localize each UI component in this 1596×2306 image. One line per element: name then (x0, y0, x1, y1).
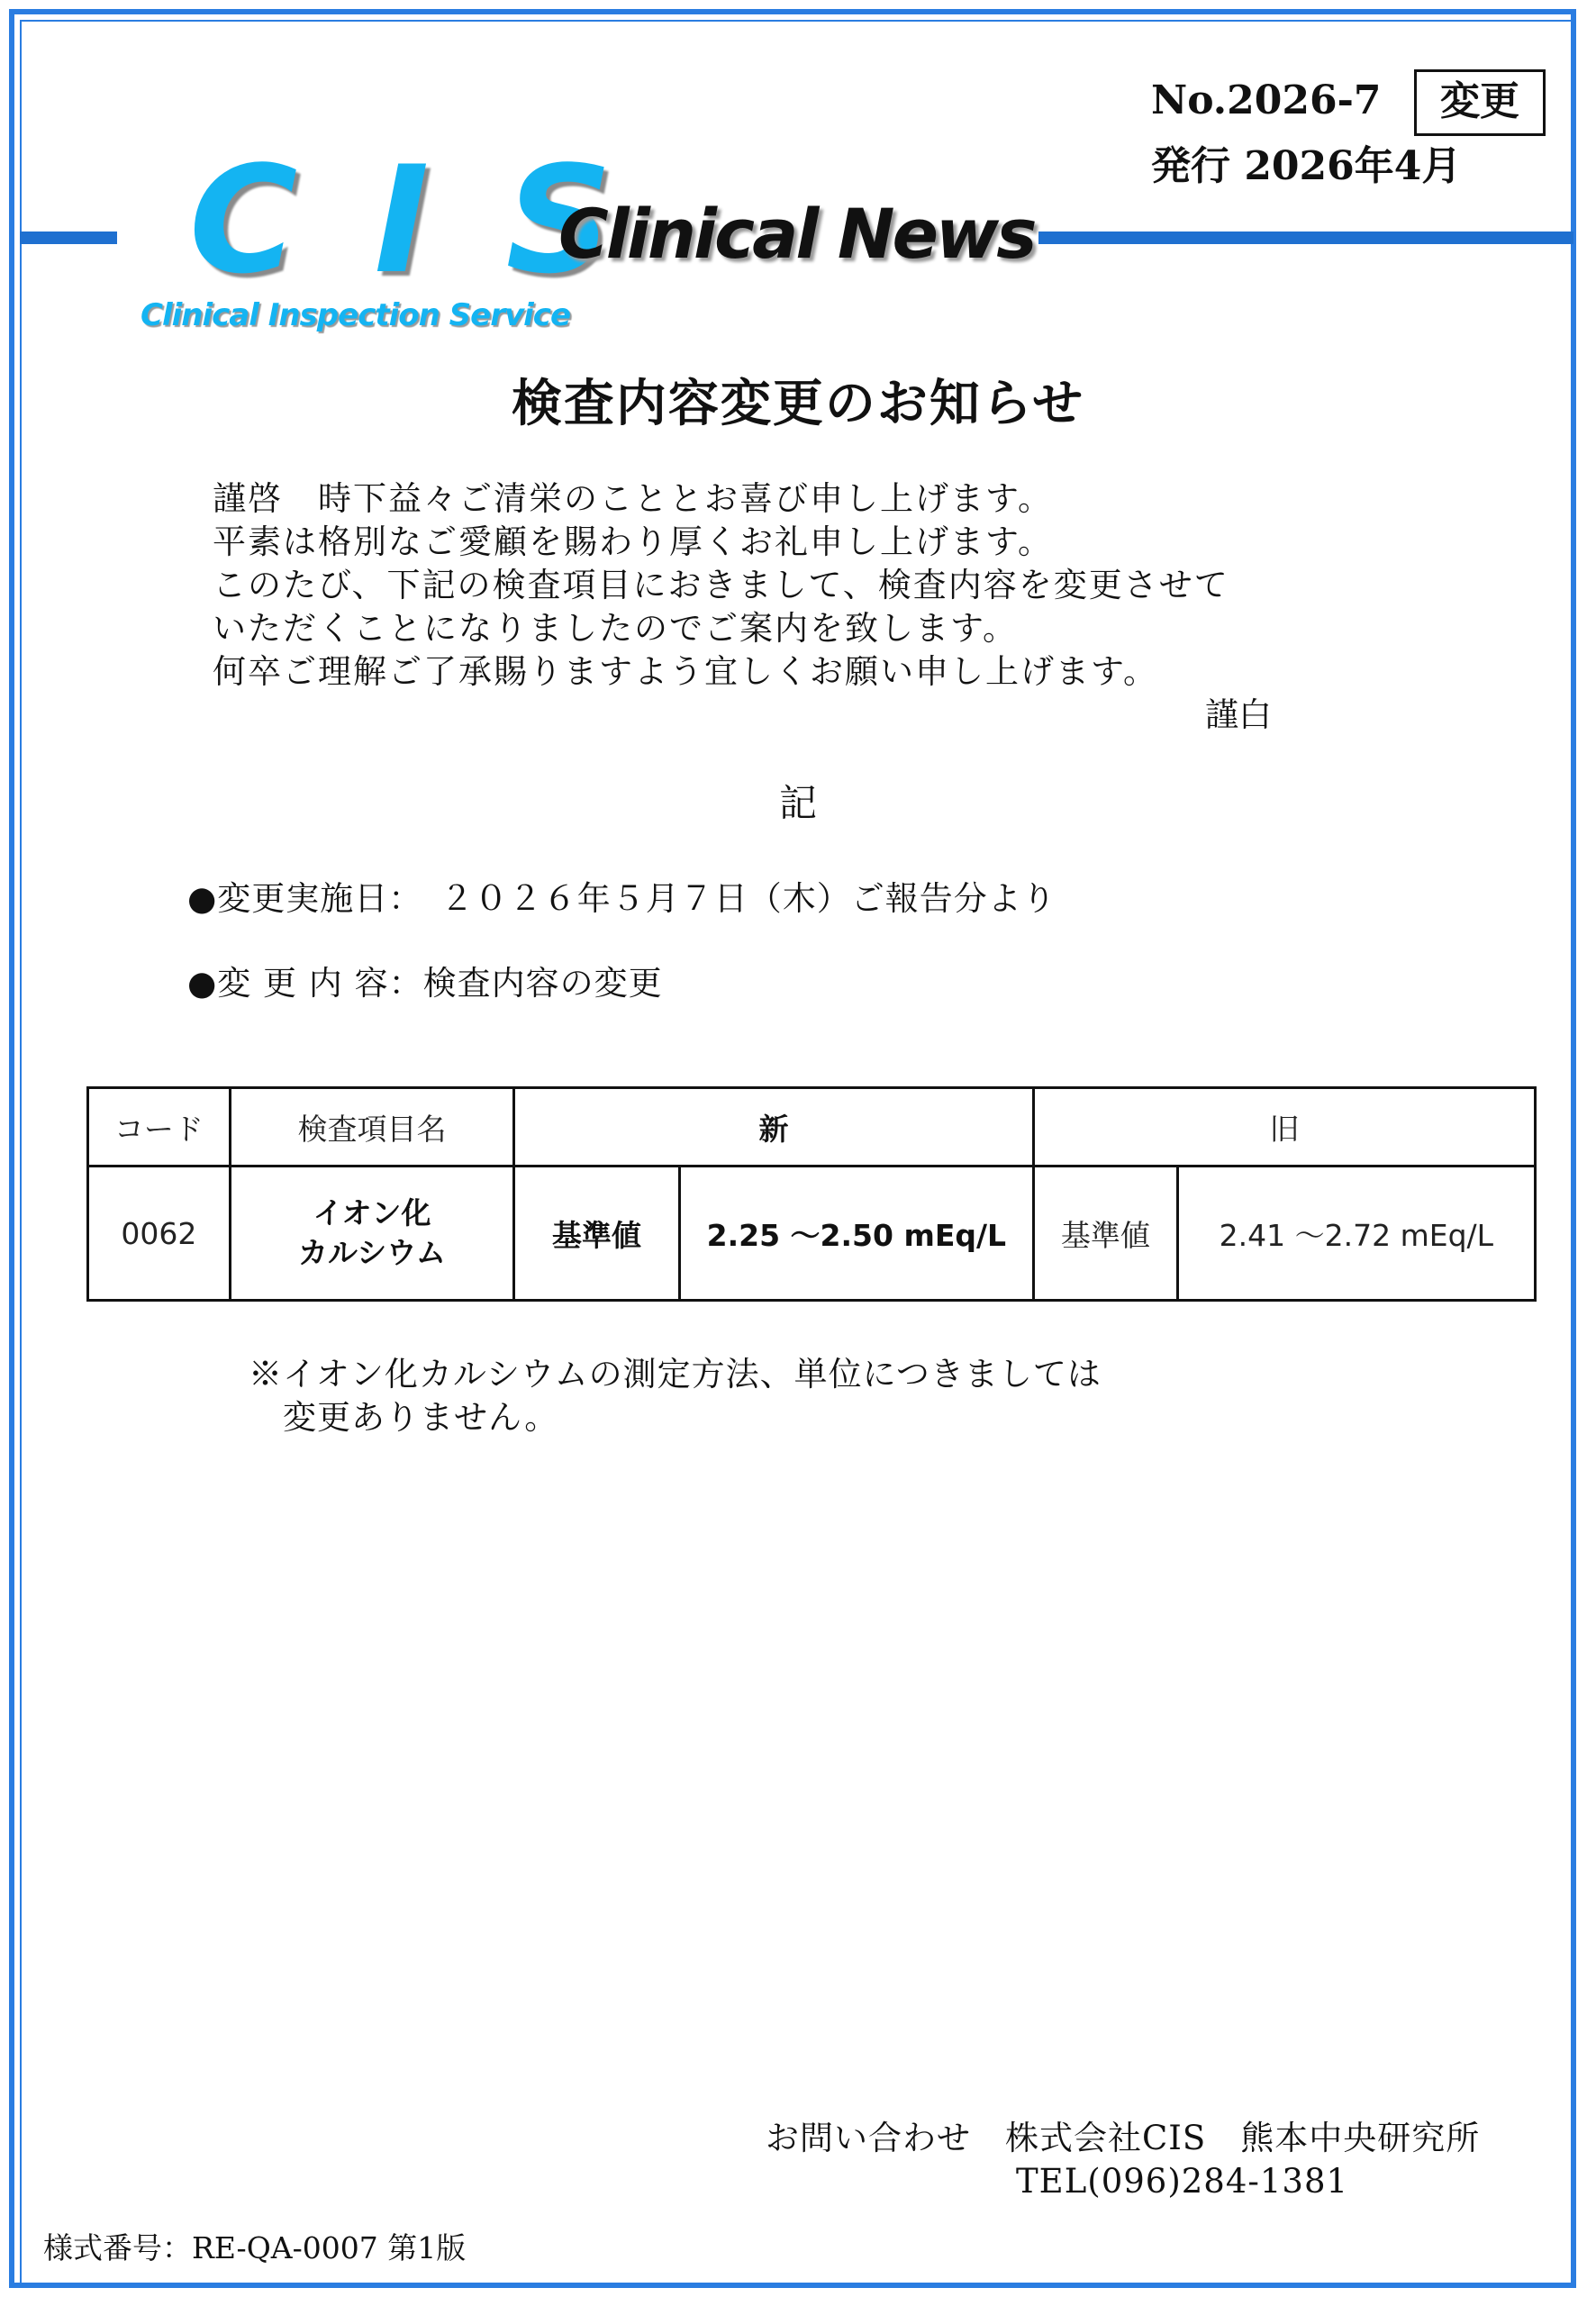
cis-logo-subtitle: Clinical Inspection Service (141, 297, 571, 333)
cell-old-value: 2.41 ～2.72 mEq/L (1177, 1167, 1535, 1301)
ki-heading: 記 (778, 781, 817, 825)
contact-block (766, 2117, 1558, 2203)
cell-code: 0062 (88, 1167, 231, 1301)
table-header-row (88, 1088, 1536, 1167)
header-rule-right (1038, 232, 1573, 244)
form-number: 様式番号：RE-QA-0007 第1版 (43, 2230, 467, 2265)
header-item-name: 検査項目名 (230, 1088, 513, 1167)
cell-new-value: 2.25 ～2.50 mEq/L (679, 1167, 1033, 1301)
header-new: 新 (514, 1088, 1034, 1167)
header-rule-left (20, 232, 117, 244)
contact-line: お問い合わせ 株式会社CIS 熊本中央研究所 (766, 2119, 1481, 2157)
cell-item-name (230, 1167, 513, 1301)
change-date-bullet: ●変更実施日： ２０２６年５月７日（木）ご報告分より (187, 879, 1056, 918)
cell-new-label: 基準値 (514, 1167, 680, 1301)
note-paragraph (249, 1353, 1419, 1439)
document-number: No.2026-7 (1151, 77, 1382, 123)
closing-word: 謹白 (1205, 695, 1272, 734)
issue-date: 発行 2026年4月 (1151, 143, 1462, 189)
cis-logo: C I S (189, 134, 625, 306)
item-name-line1: イオン化 (313, 1195, 431, 1230)
greeting-line: このたび、下記の検査項目におきまして、検査内容を変更させて (213, 566, 1229, 604)
greeting-line: 謹啓 時下益々ご清栄のこととお喜び申し上げます。 (213, 479, 1054, 518)
header-old: 旧 (1034, 1088, 1536, 1167)
cell-old-label: 基準値 (1034, 1167, 1178, 1301)
greeting-line: いただくことになりましたのでご案内を致します。 (213, 609, 1019, 648)
page-title: 検査内容変更のお知らせ (511, 374, 1085, 433)
greeting-line: 平素は格別なご愛顧を賜わり厚くお礼申し上げます。 (213, 522, 1054, 561)
change-table (86, 1086, 1537, 1302)
greeting-line: 何卒ご理解ご了承賜りますよう宜しくお願い申し上げます。 (213, 652, 1159, 691)
contact-tel: TEL(096)284-1381 (1016, 2162, 1349, 2201)
header-code: コード (88, 1088, 231, 1167)
note-line: 変更ありません。 (283, 1398, 559, 1437)
change-content-bullet: ●変 更 内 容：検査内容の変更 (187, 964, 663, 1003)
note-line: ※イオン化カルシウムの測定方法、単位につきましては (249, 1355, 1102, 1394)
change-badge: 変更 (1414, 69, 1546, 136)
item-name-line2: カルシウム (298, 1235, 446, 1270)
table-row (88, 1167, 1536, 1301)
greeting-paragraph (213, 477, 1383, 694)
newsletter-title: Clinical News (558, 194, 1035, 274)
